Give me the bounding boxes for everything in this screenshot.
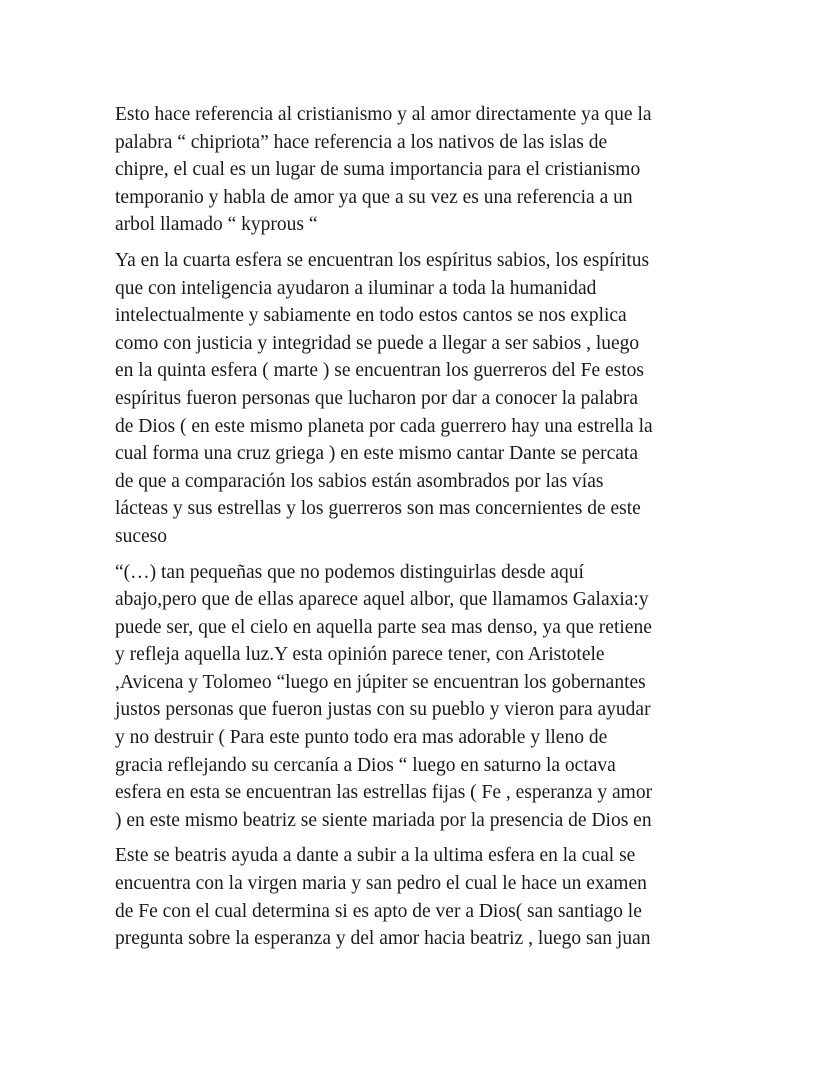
paragraph-3 <box>115 559 715 835</box>
text-line: Ya en la cuarta esfera se encuentran los espíritus sabios, los espíritus <box>115 249 650 271</box>
text-line: de que a comparación los sabios están asombrados por las vías <box>115 470 604 492</box>
text-line: y no destruir ( Para este punto todo era mas adorable y lleno de <box>115 727 608 749</box>
text-line: esfera en esta se encuentran las estrellas fijas ( Fe , esperanza y amor <box>115 782 653 804</box>
text-line: ,Avicena y Tolomeo “luego en júpiter se encuentran los gobernantes <box>115 671 646 693</box>
text-line: como con justicia y integridad se puede a llegar a ser sabios , luego <box>115 332 640 354</box>
text-line: ) en este mismo beatriz se siente mariada por la presencia de Dios en <box>115 809 652 831</box>
text-line: justos personas que fueron justas con su pueblo y vieron para ayudar <box>115 699 651 721</box>
document-body <box>115 101 715 961</box>
text-line: arbol llamado “ kyprous “ <box>115 214 318 236</box>
text-line: pregunta sobre la esperanza y del amor hacia beatriz , luego san juan <box>115 928 651 950</box>
text-line: “(…) tan pequeñas que no podemos distinguirlas desde aquí <box>115 561 584 583</box>
paragraph-1 <box>115 101 715 239</box>
text-line: lácteas y sus estrellas y los guerreros son mas concernientes de este <box>115 498 641 520</box>
text-line: puede ser, que el cielo en aquella parte sea mas denso, ya que retiene <box>115 616 652 638</box>
text-line: suceso <box>115 525 167 547</box>
text-line: encuentra con la virgen maria y san pedro el cual le hace un examen <box>115 873 647 895</box>
text-line: Este se beatris ayuda a dante a subir a la ultima esfera en la cual se <box>115 845 636 867</box>
text-line: abajo,pero que de ellas aparece aquel albor, que llamamos Galaxia:y <box>115 589 649 611</box>
paragraph-4 <box>115 842 715 952</box>
text-line: espíritus fueron personas que lucharon por dar a conocer la palabra <box>115 387 639 409</box>
text-line: cual forma una cruz griega ) en este mismo cantar Dante se percata <box>115 443 638 465</box>
text-line: intelectualmente y sabiamente en todo estos cantos se nos explica <box>115 305 627 327</box>
text-line: que con inteligencia ayudaron a iluminar a toda la humanidad <box>115 277 597 299</box>
text-line: Esto hace referencia al cristianismo y al amor directamente ya que la <box>115 104 652 125</box>
paragraph-2 <box>115 247 715 551</box>
text-line: y refleja aquella luz.Y esta opinión parece tener, con Aristotele <box>115 644 605 666</box>
text-line: de Dios ( en este mismo planeta por cada guerrero hay una estrella la <box>115 415 653 437</box>
text-line: de Fe con el cual determina si es apto de ver a Dios( san santiago le <box>115 900 642 922</box>
text-line: en la quinta esfera ( marte ) se encuentran los guerreros del Fe estos <box>115 360 644 382</box>
text-line: palabra “ chipriota” hace referencia a los nativos de las islas de <box>115 131 608 153</box>
text-line: chipre, el cual es un lugar de suma importancia para el cristianismo <box>115 159 641 181</box>
text-line: gracia reflejando su cercanía a Dios “ luego en saturno la octava <box>115 754 616 776</box>
text-line: temporanio y habla de amor ya que a su vez es una referencia a un <box>115 186 633 208</box>
